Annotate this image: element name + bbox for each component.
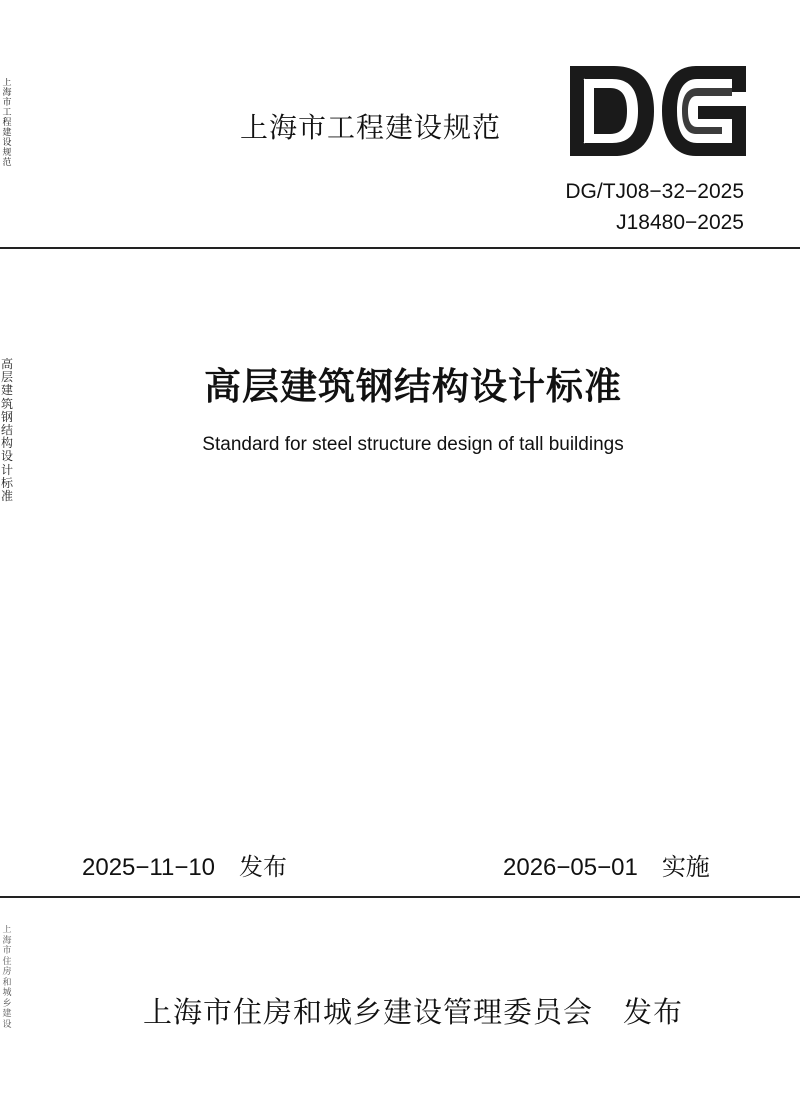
publisher-line [0,990,800,1031]
publisher-name: 上海市住房和城乡建设管理委员会 [142,995,593,1029]
document-subtitle-en: Standard for steel structure design of tall buildings [202,434,624,455]
implement-label: 实施 [661,853,710,881]
spine-publisher-text: 上海市住房和城乡建设 [2,925,12,1030]
spine-title-text: 高层建筑钢结构设计标准 [0,358,13,504]
standard-series-label: 上海市工程建设规范 [240,111,502,144]
implement-date: 2026−05−01 [503,854,638,881]
issue-label: 发布 [239,853,288,881]
publisher-label: 发布 [623,995,684,1029]
record-number: J18480−2025 [616,211,744,234]
implement-date-line [503,847,710,882]
dg-logo [570,66,746,156]
top-divider [0,247,800,249]
issue-date: 2025−11−10 [82,854,216,881]
dg-logo-graphic [570,66,746,156]
spine-series-text: 上海市工程建设规范 [2,78,12,168]
issue-date-line [82,847,287,882]
bottom-divider [0,896,800,898]
document-title: 高层建筑钢结构设计标准 [204,365,622,408]
standard-number: DG/TJ08−32−2025 [565,180,744,203]
